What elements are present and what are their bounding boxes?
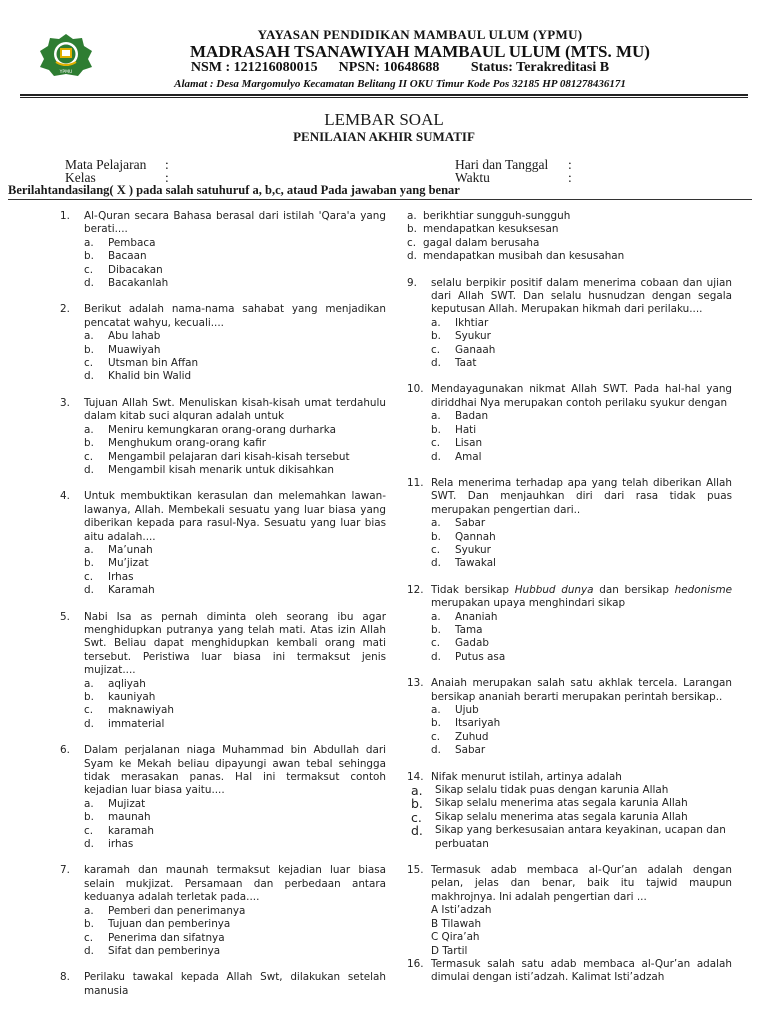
option-text: Mengambil kisah menarik untuk dikisahkan xyxy=(108,463,334,476)
option-letter: d. xyxy=(84,370,94,383)
option-letter: d. xyxy=(84,463,94,476)
question-text: karamah dan maunah termaksut kejadian luar biasa selain mukjizat. Persamaan dan perbedaan antara keduanya adalah terletak pada.... xyxy=(84,864,386,904)
question-text-part: Hubbud dunya xyxy=(514,583,594,596)
question-text: Tujuan Allah Swt. Menuliskan kisah-kisah umat terdahulu dalam kitab suci alquran adalah untuk xyxy=(84,396,386,423)
answer-option xyxy=(84,704,386,717)
question-number: 4. xyxy=(60,490,70,503)
question-gap xyxy=(60,290,386,303)
question-text-part: merupakan upaya menghindari sikap xyxy=(431,597,626,610)
question-item xyxy=(407,277,732,371)
option-text: immaterial xyxy=(108,717,165,730)
option-letter: d. xyxy=(431,744,441,757)
option-text: C Qira’ah xyxy=(431,931,480,944)
question-text: Nabi Isa as pernah diminta oleh seorang ibu agar menghidupkan putranya yang telah mati. Atas izin Allah Swt. Beliau dapat menghidupkan kembali orang mati tersebut. Peristiwa luar biasa ini termaksut jenis mujizat.... xyxy=(84,610,386,677)
question-gap xyxy=(60,731,386,744)
option-text: Karamah xyxy=(108,584,155,597)
field-kelas-colon: : xyxy=(165,170,169,185)
question-number: 8. xyxy=(60,971,70,984)
instruction-divider xyxy=(8,199,752,200)
answer-option xyxy=(431,344,732,357)
option-text: Penerima dan sifatnya xyxy=(108,931,225,944)
answer-option xyxy=(431,424,732,437)
option-letter: b. xyxy=(407,223,417,236)
page-subtitle: PENILAIAN AKHIR SUMATIF xyxy=(293,129,475,144)
question-gap xyxy=(407,571,732,584)
option-letter: a. xyxy=(431,316,441,329)
school-name: MADRASAH TSANAWIYAH MAMBAUL ULUM (MTS. MU) xyxy=(190,42,650,61)
answer-option xyxy=(431,451,732,464)
option-text: A Isti’adzah xyxy=(431,904,492,917)
question-number: 11. xyxy=(407,476,424,489)
answer-option xyxy=(431,544,732,557)
question-item xyxy=(60,744,386,851)
page-title: LEMBAR SOAL xyxy=(324,110,444,129)
question-text: Perilaku tawakal kepada Allah Swt, dilakukan setelah manusia xyxy=(84,971,386,997)
option-text: Ujub xyxy=(455,704,479,716)
question-gap xyxy=(407,851,732,864)
option-text: Badan xyxy=(455,410,489,423)
option-letter: b. xyxy=(431,717,441,730)
option-letter: a. xyxy=(431,517,441,530)
answer-option xyxy=(407,223,732,236)
question-number: 16. xyxy=(407,957,424,970)
question-text: Termasuk adab membaca al-Qur’an adalah dengan pelan, jelas dan benar, baik itu tajwid maupun makhrojnya. Ini adalah pengertian dari ... xyxy=(431,864,732,903)
option-letter: c. xyxy=(84,824,94,837)
answer-option xyxy=(407,250,732,263)
question-text: Al-Quran secara Bahasa berasal dari istilah 'Qara'a yang berati.... xyxy=(84,210,386,236)
question-gap xyxy=(407,370,732,383)
question-item xyxy=(407,771,732,851)
question-text-part: hedonisme xyxy=(674,583,732,596)
option-text: Putus asa xyxy=(455,650,506,663)
field-hari-label: Hari dan Tanggal xyxy=(455,157,549,172)
option-letter: c. xyxy=(431,543,441,556)
answer-option xyxy=(84,424,386,437)
option-text: Syukur xyxy=(455,330,491,343)
answer-option xyxy=(84,811,386,824)
question-number: 14. xyxy=(407,770,424,783)
answer-option xyxy=(84,932,386,945)
answer-option xyxy=(431,531,732,544)
option-letter: b. xyxy=(84,691,94,703)
option-text: Qannah xyxy=(455,530,496,543)
instruction: Berilahtandasilang( X ) pada salah satuhuruf a, b,c, ataud Pada jawaban yang benar xyxy=(8,183,460,197)
question-number: 10. xyxy=(407,383,424,396)
option-letter: c. xyxy=(84,357,94,370)
answer-option xyxy=(431,317,732,330)
option-text: Mengambil pelajaran dari kisah-kisah tersebut xyxy=(108,450,350,463)
option-letter: a. xyxy=(84,543,94,556)
question-gap xyxy=(407,264,732,277)
answer-option xyxy=(84,344,386,357)
option-letter: c. xyxy=(84,704,94,717)
question-item xyxy=(407,958,732,985)
question-number: 6. xyxy=(60,744,70,757)
question-text-part: dan bersikap xyxy=(593,583,675,596)
option-letter: d. xyxy=(84,717,94,730)
question-item xyxy=(60,611,386,732)
option-letter: b. xyxy=(411,796,423,812)
answer-option xyxy=(431,904,732,917)
answer-option xyxy=(84,357,386,370)
option-letter: a. xyxy=(431,704,441,716)
answer-option xyxy=(407,237,732,250)
option-letter: b. xyxy=(84,437,94,450)
option-letter: c. xyxy=(407,236,417,249)
answer-option xyxy=(84,451,386,464)
option-letter: a. xyxy=(411,783,423,799)
answer-option xyxy=(431,410,732,423)
answer-option xyxy=(431,611,732,624)
option-letter: b. xyxy=(84,918,94,931)
option-text: gagal dalam berusaha xyxy=(423,236,540,249)
option-letter: c. xyxy=(431,437,441,450)
option-text: Mujizat xyxy=(108,797,146,810)
question-item xyxy=(60,210,386,290)
option-letter: d. xyxy=(84,838,94,851)
option-letter: c. xyxy=(431,637,441,650)
option-text: Ma’unah xyxy=(108,543,153,556)
option-text: Zuhud xyxy=(455,730,489,743)
question-text-part: Tidak bersikap xyxy=(431,583,515,596)
answer-option xyxy=(431,717,732,730)
answer-option xyxy=(84,691,386,704)
answer-option xyxy=(84,544,386,557)
option-letter: a. xyxy=(431,610,441,623)
answer-option xyxy=(84,905,386,918)
question-gap xyxy=(407,664,732,677)
answer-option xyxy=(431,637,732,650)
question-text xyxy=(431,584,732,611)
option-text: maunah xyxy=(108,811,151,824)
question-item xyxy=(60,864,386,958)
option-text: kauniyah xyxy=(108,691,156,703)
option-letter: c. xyxy=(84,931,94,944)
option-text: Meniru kemungkaran orang-orang durharka xyxy=(108,423,336,436)
question-text: selalu berpikir positif dalam menerima cobaan dan ujian dari Allah SWT. Dan selalu husnudzan dengan segala keputusan Allah. Merupakan hikmah dari perilaku.... xyxy=(431,276,732,316)
question-item xyxy=(407,584,732,664)
answer-option xyxy=(84,918,386,931)
nsm: NSM : 121216080015 xyxy=(190,60,318,75)
header-divider xyxy=(20,94,748,96)
option-text: Tujuan dan pemberinya xyxy=(108,918,231,931)
option-letter: c. xyxy=(411,809,422,825)
question-item xyxy=(407,477,732,571)
option-letter: b. xyxy=(431,330,441,343)
question-8-options xyxy=(407,210,732,264)
option-letter: b. xyxy=(84,811,94,824)
accreditation: Status: Terakreditasi B xyxy=(470,60,610,75)
option-letter: b. xyxy=(84,557,94,570)
answer-option xyxy=(84,838,386,851)
option-text: Utsman bin Affan xyxy=(108,357,199,370)
answer-option xyxy=(431,731,732,744)
answer-option xyxy=(407,784,732,797)
answer-option xyxy=(84,437,386,450)
option-text: Amal xyxy=(455,450,482,463)
option-text: Menghukum orang-orang kafir xyxy=(108,437,267,450)
question-gap xyxy=(407,464,732,477)
answer-option xyxy=(431,704,732,717)
option-text: Tawakal xyxy=(455,557,496,570)
question-number: 5. xyxy=(60,610,70,623)
option-text: maknawiyah xyxy=(108,704,174,717)
option-text: Dibacakan xyxy=(108,263,163,276)
option-text: Taat xyxy=(455,357,477,370)
question-item xyxy=(407,864,732,958)
option-text: Sifat dan pemberinya xyxy=(108,944,221,957)
questions-left-column xyxy=(60,210,386,998)
option-letter: d. xyxy=(431,557,441,570)
question-text: Rela menerima terhadap apa yang telah diberikan Allah SWT. Dan menjauhkan diri dari rasa tidak puas merupakan pengertian dari.. xyxy=(431,476,732,516)
option-text: mendapatkan kesuksesan xyxy=(423,223,559,236)
question-text: Mendayagunakan nikmat Allah SWT. Pada hal-hal yang diriddhai Nya merupakan contoh perilaku syukur dengan xyxy=(431,383,732,409)
option-letter: d. xyxy=(84,584,94,597)
option-text: Sabar xyxy=(455,517,486,530)
answer-option xyxy=(84,277,386,290)
option-text: Abu lahab xyxy=(108,330,161,343)
foundation-name: YAYASAN PENDIDIKAN MAMBAUL ULUM (YPMU) xyxy=(257,27,583,42)
option-letter: d. xyxy=(411,823,423,839)
option-text: Ganaah xyxy=(455,343,496,356)
option-letter: a. xyxy=(84,797,94,810)
answer-option xyxy=(407,811,732,824)
field-mapel-colon: : xyxy=(165,157,169,172)
question-text: Berikut adalah nama-nama sahabat yang menjadikan pencatat wahyu, kecuali.... xyxy=(84,303,386,329)
question-number: 2. xyxy=(60,303,70,316)
question-item xyxy=(60,303,386,383)
option-letter: d. xyxy=(84,944,94,957)
logo-text: YPMU xyxy=(59,70,73,75)
option-text: Tama xyxy=(455,623,483,636)
answer-option xyxy=(84,678,386,691)
option-text: Mu’jizat xyxy=(108,557,149,570)
answer-option xyxy=(84,798,386,811)
option-letter: b. xyxy=(84,250,94,263)
option-text: Bacakanlah xyxy=(108,277,169,290)
questions-right-column xyxy=(407,210,732,985)
answer-option xyxy=(84,557,386,570)
option-text: Itsariyah xyxy=(455,717,501,730)
answer-option xyxy=(84,330,386,343)
answer-option xyxy=(84,370,386,383)
option-letter: c. xyxy=(84,263,94,276)
option-text: irhas xyxy=(108,838,134,851)
answer-option xyxy=(84,718,386,731)
answer-option xyxy=(431,557,732,570)
answer-option xyxy=(431,945,732,958)
answer-option xyxy=(84,250,386,263)
option-letter: c. xyxy=(84,570,94,583)
field-waktu-label: Waktu xyxy=(455,170,490,185)
answer-option xyxy=(407,210,732,223)
school-address: Alamat : Desa Margomulyo Kecamatan Belitang II OKU Timur Kode Pos 32185 HP 081278436171 xyxy=(174,78,626,90)
option-text: Ananiah xyxy=(455,610,498,623)
option-letter: b. xyxy=(431,623,441,636)
question-number: 7. xyxy=(60,864,70,877)
answer-option xyxy=(84,825,386,838)
option-letter: d. xyxy=(431,650,441,663)
option-text: Ikhtiar xyxy=(455,316,489,329)
question-number: 15. xyxy=(407,864,424,877)
npsn: NPSN: 10648688 xyxy=(338,60,440,75)
option-text: B Tilawah xyxy=(431,917,482,930)
option-text: karamah xyxy=(108,824,154,837)
answer-option xyxy=(84,571,386,584)
question-number: 3. xyxy=(60,396,70,409)
option-text: Syukur xyxy=(455,543,491,556)
option-text: Sikap selalu menerima atas segala karunia Allah xyxy=(435,810,688,823)
question-item xyxy=(60,971,386,998)
answer-option xyxy=(407,797,732,810)
option-letter: a. xyxy=(431,410,441,423)
option-text: D Tartil xyxy=(431,944,468,957)
school-logo xyxy=(38,33,94,77)
field-mapel-label: Mata Pelajaran xyxy=(65,157,147,172)
option-text: Irhas xyxy=(108,570,134,583)
option-text: Hati xyxy=(455,423,477,436)
option-text: Pembaca xyxy=(108,236,156,249)
question-text: Nifak menurut istilah, artinya adalah xyxy=(431,770,622,783)
option-text: berikhtiar sungguh-sungguh xyxy=(423,210,571,222)
option-letter: a. xyxy=(407,210,417,222)
option-text: Sikap selalu menerima atas segala karunia Allah xyxy=(435,797,688,810)
question-item xyxy=(407,383,732,463)
option-letter: a. xyxy=(84,330,94,343)
answer-option xyxy=(407,824,732,851)
option-letter: a. xyxy=(84,236,94,249)
option-letter: d. xyxy=(431,357,441,370)
question-number: 1. xyxy=(60,210,70,222)
field-kelas-label: Kelas xyxy=(65,170,96,185)
answer-option xyxy=(431,330,732,343)
option-text: Lisan xyxy=(455,437,483,450)
option-text: Bacaan xyxy=(108,250,147,263)
answer-option xyxy=(84,237,386,250)
question-text: Termasuk salah satu adab membaca al-Qur’an adalah dimulai dengan isti’adzah. Kalimat Isti’adzah xyxy=(431,957,732,984)
question-gap xyxy=(60,851,386,864)
answer-option xyxy=(84,464,386,477)
question-item xyxy=(60,397,386,477)
field-waktu-colon: : xyxy=(568,170,572,185)
question-text: Untuk membuktikan kerasulan dan melemahkan lawan-lawanya, Allah. Membekali sesuatu yang luar biasa yang diberikan kepada para rasul-Nya. Sesuatu yang luar bias aitu adalah.... xyxy=(84,490,386,543)
option-letter: d. xyxy=(431,450,441,463)
option-letter: a. xyxy=(84,423,94,436)
answer-option xyxy=(431,918,732,931)
question-number: 13. xyxy=(407,677,424,690)
option-letter: c. xyxy=(84,450,94,463)
option-letter: b. xyxy=(84,343,94,356)
answer-option xyxy=(84,264,386,277)
answer-option xyxy=(431,517,732,530)
option-letter: b. xyxy=(431,530,441,543)
option-letter: a. xyxy=(84,677,94,690)
option-letter: a. xyxy=(84,904,94,917)
answer-option xyxy=(431,437,732,450)
option-text: Pemberi dan penerimanya xyxy=(108,904,246,917)
field-hari-colon: : xyxy=(568,157,572,172)
option-text: Muawiyah xyxy=(108,343,161,356)
answer-option xyxy=(84,584,386,597)
option-letter: c. xyxy=(431,730,441,743)
option-letter: d. xyxy=(84,277,94,290)
question-gap xyxy=(60,477,386,490)
answer-option xyxy=(431,931,732,944)
answer-option xyxy=(431,624,732,637)
option-text: Gadab xyxy=(455,637,489,650)
option-letter: d. xyxy=(407,250,417,263)
option-text: aqliyah xyxy=(108,677,146,690)
option-letter: c. xyxy=(431,343,441,356)
option-text: mendapatkan musibah dan kesusahan xyxy=(423,250,625,263)
answer-option xyxy=(431,744,732,757)
question-item xyxy=(60,490,386,597)
option-letter: b. xyxy=(431,423,441,436)
question-gap xyxy=(60,384,386,397)
answer-option xyxy=(431,651,732,664)
question-text: Anaiah merupakan salah satu akhlak tercela. Larangan bersikap ananiah berarti merupakan perintah bersikap.. xyxy=(431,677,732,703)
question-gap xyxy=(60,958,386,971)
option-text: Sikap selalu tidak puas dengan karunia Allah xyxy=(435,784,669,797)
header-divider-thin xyxy=(20,97,748,98)
question-gap xyxy=(60,598,386,611)
question-gap xyxy=(407,758,732,771)
answer-option xyxy=(84,945,386,958)
school-ids xyxy=(140,60,660,76)
question-number: 12. xyxy=(407,583,424,596)
question-text: Dalam perjalanan niaga Muhammad bin Abdullah dari Syam ke Mekah beliau dipayungi awan tebal sehingga tidak merasakan panas. Hal ini termaksut contoh kejadian luar biasa yaitu.... xyxy=(84,744,386,797)
question-number: 9. xyxy=(407,276,417,289)
option-text: Sabar xyxy=(455,744,486,757)
option-text: Khalid bin Walid xyxy=(108,370,192,383)
option-text: Sikap yang berkesusaian antara keyakinan, ucapan dan perbuatan xyxy=(435,824,726,850)
answer-option xyxy=(431,357,732,370)
question-item xyxy=(407,677,732,757)
